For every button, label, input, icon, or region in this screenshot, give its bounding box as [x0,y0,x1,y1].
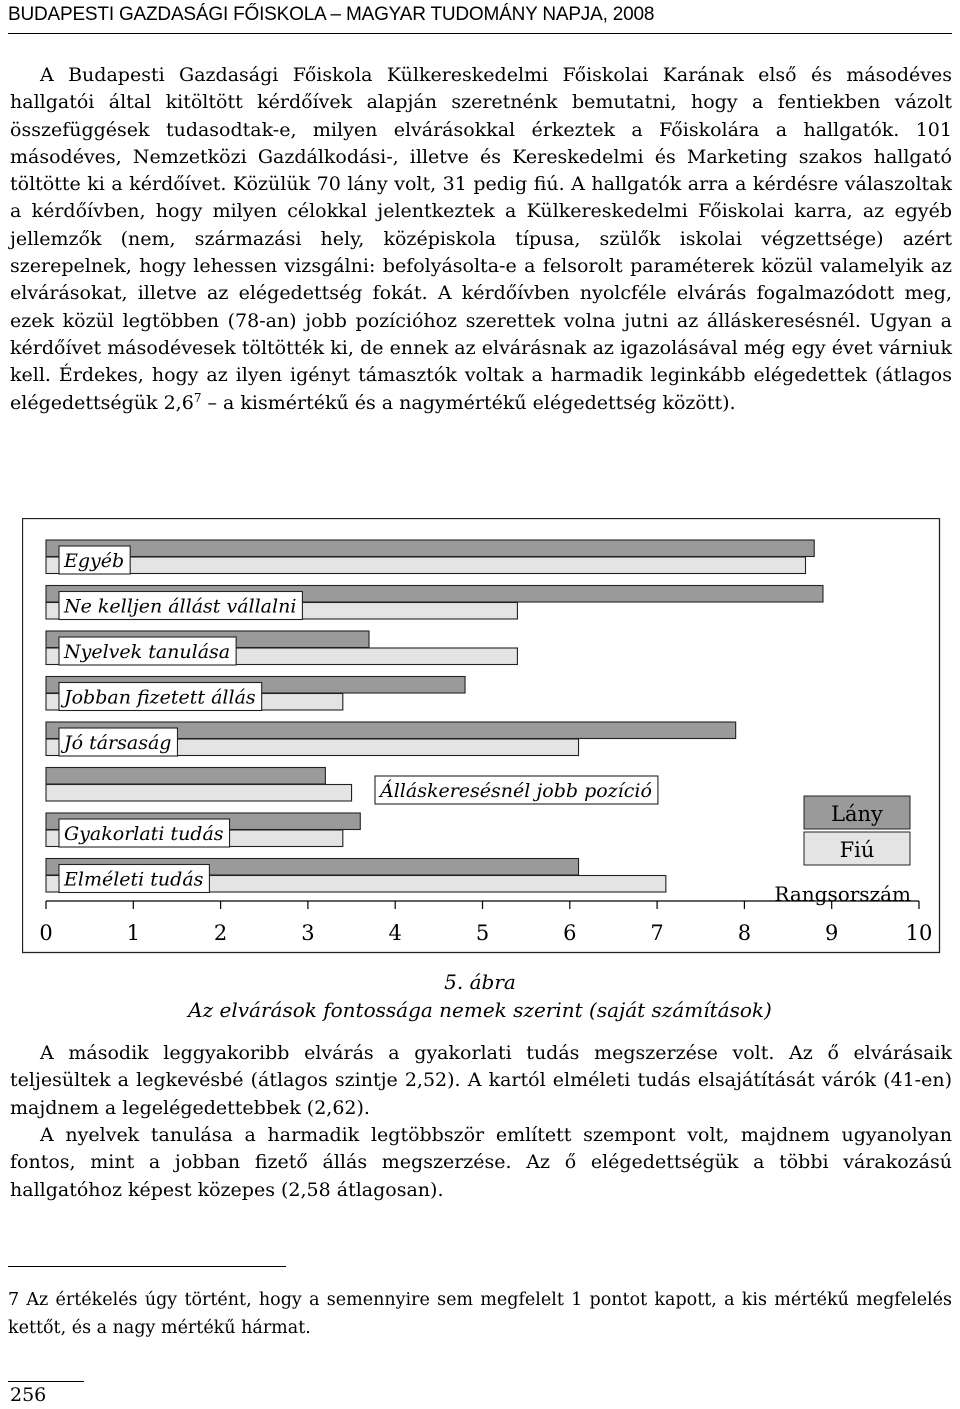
page-number-rule [8,1381,84,1382]
figure-title: Az elvárások fontossága nemek szerint (saját számítások) [188,998,772,1022]
paragraph-1 [10,62,952,417]
x-tick-label: 1 [126,921,140,945]
category-label-text: Gyakorlati tudás [64,823,224,845]
page-number: 256 [10,1384,47,1406]
x-tick-label: 3 [301,921,315,945]
x-tick-label: 6 [563,921,577,945]
category-label-jobban-fizetett-allas [59,683,262,711]
category-label-text: Álláskeresésnél jobb pozíció [380,780,652,802]
running-header: BUDAPESTI GAZDASÁGI FŐISKOLA – MAGYAR TUDOMÁNY NAPJA, 2008 [8,4,952,34]
paragraph-1-tail: – a kismértékű és a nagymértékű elégedettség között). [201,391,736,414]
category-label-text: Egyéb [64,550,125,572]
legend-label-lany: Lány [831,802,883,826]
category-label-nyelvek-tanulasa [59,637,236,665]
category-label-text: Jobban fizetett állás [64,686,256,709]
bar-lany-allaskeresesnel-jobb-pozicio [46,768,325,785]
footnote: 7 Az értékelés úgy történt, hogy a semennyire sem megfelelt 1 pontot kapott, a kis mértékű megfelelés kettőt, és a nagy mértékű hármat. [8,1290,952,1338]
paragraph-1-text: A Budapesti Gazdasági Főiskola Külkereskedelmi Főiskolai Karának első és másodéves hallgatói által kitöltött kérdőívek alapján szeretnénk bemutatni, hogy a fentiekben vázolt összefüggések tudasodtak-e, milyen elvárásokkal érkeztek a Főiskolára a hallgatók. 101 másodéves, Nemzetközi Gazdálkodási-, illetve és Kereskedelmi és Marketing szakos hallgató töltötte ki a kérdőívet. Közülük 70 lány volt, 31 pedig fiú. A hallgatók arra a kérdésre válaszoltak a kérdőívben, hogy milyen célokkal jelentkeztek a Külkereskedelmi Főiskolai karra, az egyéb jellemzők (nem, származási hely, középiskola típusa, szülők iskolai végzettsége) azért szerepelnek, hogy lehessen vizsgálni: befolyásolta-e a felsorolt paraméterek közül valamelyik az elvárásokat, illetve az elégedettség fokát. A kérdőívben nyolcféle elvárás fogalmazódott meg, ezek közül legtöbben (78-an) jobb pozícióhoz szerettek volna jutni az álláskeresésnél. Ugyan a kérdőívet másodévesek töltötték ki, de ennek az elvárásnak az igazolásával még egy évet várniuk kell. Érdekes, hogy az ilyen igényt támasztók voltak a harmadik leginkább elégedettek (átlagos elégedettségük 2,6 [10,64,952,414]
x-tick-label: 2 [213,921,228,945]
category-label-text: Nyelvek tanulása [64,641,231,663]
figure-number: 5. ábra [444,970,516,994]
category-label-text: Ne kelljen állást vállalni [64,595,297,618]
category-label-ne-kelljen-allast-vallalni [59,592,302,620]
x-tick-label: 9 [825,921,839,945]
x-tick-label: 0 [39,921,53,945]
x-axis-label: Rangsorszám [774,882,911,906]
x-tick-label: 4 [388,921,402,945]
bar-fiu-egyeb [46,557,806,574]
x-tick-label: 5 [475,921,490,945]
x-tick-label: 10 [905,921,933,945]
bar-lany-egyeb [46,540,814,557]
category-label-gyakorlati-tudas [59,819,230,847]
category-label-allaskeresesnel-jobb-pozicio [375,776,658,804]
legend-label-fiu: Fiú [839,838,875,862]
paragraph-3: A nyelvek tanulása a harmadik legtöbbször említett szempont volt, majdnem ugyanolyan fontos, mint a jobban fizető állás megszerzése. Az ő elégedettségük a többi várakozású hallgatóhoz képest közepes (2,58 átlagosan). [10,1124,952,1201]
category-label-elmeleti-tudas [59,865,209,893]
rank-bar-chart [22,518,942,954]
category-label-text: Jó társaság [64,732,172,754]
x-tick-label: 8 [737,921,752,945]
x-tick-label: 7 [650,921,664,945]
category-label-text: Elméleti tudás [64,868,204,891]
footnote-ref[interactable]: 7 [193,390,202,405]
paragraph-2: A második leggyakoribb elvárás a gyakorlati tudás megszerzése volt. Az ő elvárásaik teljesültek a legkevésbé (átlagos szintje 2,52). A kartól elméleti tudás elsajátítását várók (41-en) majdnem a legelégedettebbek (2,62). [10,1042,952,1119]
footnote-rule [8,1266,286,1267]
category-label-egyeb [59,546,130,574]
category-label-jo-tarsasag [59,728,177,756]
bar-fiu-allaskeresesnel-jobb-pozicio [46,785,352,802]
